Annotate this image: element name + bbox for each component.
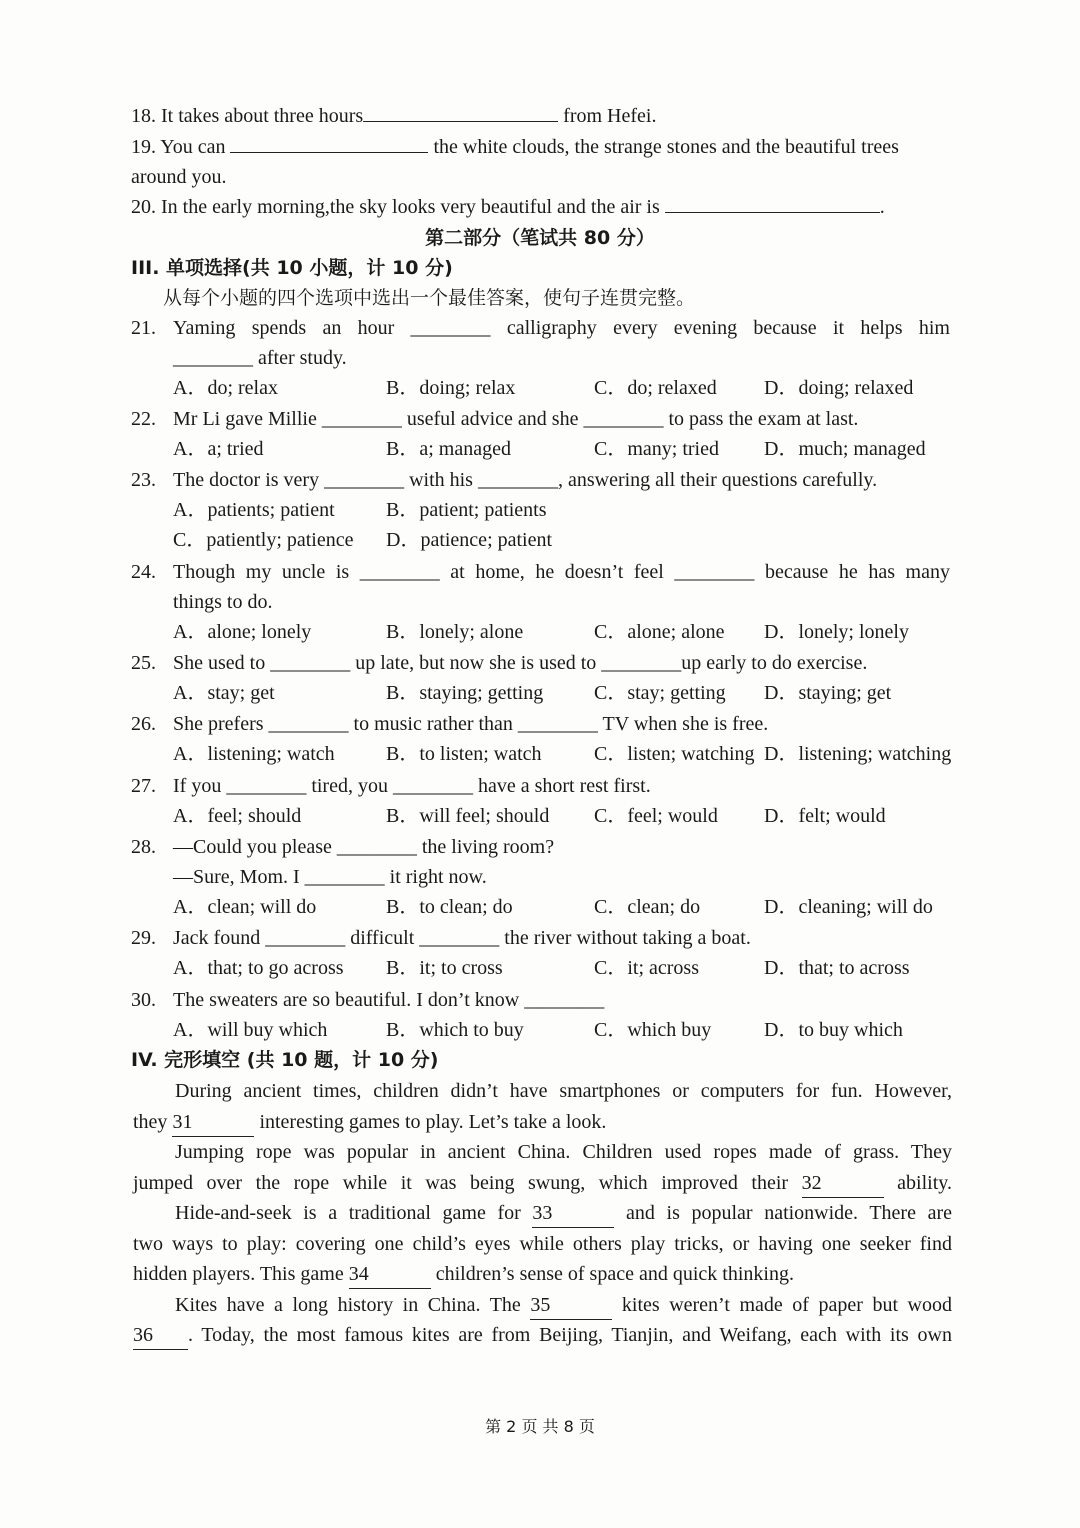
option-c: C．it; across: [594, 957, 699, 979]
question-stem: Jack found ________ difficult ________ the river without taking a boat.: [173, 927, 751, 949]
option-c: C．which buy: [594, 1019, 712, 1041]
passage-line: [175, 1291, 952, 1320]
question-stem: —Could you please ________ the living room?: [173, 836, 555, 858]
option-b: B．to listen; watch: [386, 743, 542, 765]
option-a: A．clean; will do: [173, 896, 317, 918]
answer-blank: [230, 134, 428, 153]
question-19: [131, 133, 899, 161]
passage-text: interesting games to play. Let’s take a look.: [254, 1110, 607, 1133]
passage-text: kites weren’t made of paper but wood: [612, 1293, 952, 1316]
option-d: D．listening; watching: [764, 743, 952, 765]
option-a: A．feel; should: [173, 805, 302, 827]
cloze-blank: 33: [532, 1199, 614, 1228]
question-stem: Yaming spends an hour ________ calligraphy every evening because it helps him: [173, 317, 950, 339]
q-text: from Hefei.: [558, 105, 657, 127]
option-a: A．will buy which: [173, 1019, 328, 1041]
question-number: 26.: [131, 713, 156, 735]
option-c: C．listen; watching: [594, 743, 755, 765]
option-d: D．to buy which: [764, 1019, 903, 1041]
cloze-blank: 34: [349, 1260, 431, 1289]
option-b: B．a; managed: [386, 438, 511, 460]
option-b: B．which to buy: [386, 1019, 524, 1041]
question-number: 21.: [131, 317, 156, 339]
question-stem: Mr Li gave Millie ________ useful advice and she ________ to pass the exam at last.: [173, 408, 859, 430]
passage-line: [133, 1321, 952, 1350]
question-number: 29.: [131, 927, 156, 949]
passage-text: children’s sense of space and quick thinking.: [430, 1263, 794, 1285]
option-b: B．patient; patients: [386, 499, 547, 521]
q-text: You can: [160, 136, 231, 158]
passage-line: During ancient times, children didn’t have smartphones or computers for fun. However,: [175, 1080, 952, 1102]
passage-line: [175, 1199, 952, 1228]
passage-text: and is popular nationwide. There are: [614, 1202, 952, 1224]
option-d: D．much; managed: [764, 438, 926, 460]
passage-line: [133, 1108, 952, 1137]
section-3-title: III. 单项选择(共 10 小题，计 10 分): [131, 257, 453, 279]
option-d: D．that; to across: [764, 957, 910, 979]
question-19-cont: around you.: [131, 166, 227, 188]
option-c: C．do; relaxed: [594, 377, 717, 399]
q-number: 18.: [131, 105, 156, 127]
question-stem: She used to ________ up late, but now she is used to ________up early to do exercise.: [173, 652, 868, 674]
section-3-instruction: 从每个小题的四个选项中选出一个最佳答案，使句子连贯完整。: [163, 287, 696, 309]
option-d: D．doing; relaxed: [764, 377, 914, 399]
question-stem: If you ________ tired, you ________ have a short rest first.: [173, 775, 651, 797]
question-number: 27.: [131, 775, 156, 797]
question-18: [131, 102, 656, 130]
section-4-title: IV. 完形填空 (共 10 题，计 10 分): [131, 1049, 439, 1071]
option-b: B．will feel; should: [386, 805, 550, 827]
question-number: 25.: [131, 652, 156, 674]
q-text: the white clouds, the strange stones and the beautiful trees: [428, 136, 899, 158]
answer-blank: [363, 103, 558, 122]
option-c: C．feel; would: [594, 805, 718, 827]
option-a: A．that; to go across: [173, 957, 344, 979]
passage-text: ability.: [883, 1171, 952, 1194]
question-number: 23.: [131, 469, 156, 491]
option-a: A．stay; get: [173, 682, 275, 704]
option-d: D．patience; patient: [386, 529, 553, 551]
question-number: 24.: [131, 561, 156, 583]
option-c: C．clean; do: [594, 896, 701, 918]
option-c: C．stay; getting: [594, 682, 726, 704]
passage-text: Hide-and-seek is a traditional game for: [175, 1202, 533, 1224]
option-a: A．do; relax: [173, 377, 278, 399]
option-c: C．many; tried: [594, 438, 719, 460]
question-20: [131, 193, 885, 221]
option-b: B．doing; relax: [386, 377, 516, 399]
option-a: A．alone; lonely: [173, 621, 312, 643]
q-number: 20.: [131, 196, 156, 218]
q-text: In the early morning,the sky looks very beautiful and the air is: [161, 196, 665, 218]
passage-line: [133, 1260, 952, 1289]
option-a: A．patients; patient: [173, 499, 335, 521]
question-stem-cont: ________ after study.: [173, 347, 347, 369]
passage-line: [133, 1169, 952, 1198]
passage-text: jumped over the rope while it was being swung, which improved their: [133, 1171, 802, 1194]
option-b: B．to clean; do: [386, 896, 513, 918]
q-text: It takes about three hours: [161, 105, 364, 127]
option-d: D．staying; get: [764, 682, 892, 704]
cloze-blank: 36: [133, 1321, 188, 1350]
option-c: C．patiently; patience: [173, 529, 354, 551]
question-stem-cont: —Sure, Mom. I ________ it right now.: [173, 866, 487, 888]
option-a: A．a; tried: [173, 438, 264, 460]
question-stem: Though my uncle is ________ at home, he doesn’t feel ________ because he has many: [173, 561, 950, 583]
option-b: B．staying; getting: [386, 682, 544, 704]
cloze-blank: 35: [530, 1291, 612, 1320]
answer-blank: [665, 194, 880, 213]
question-number: 22.: [131, 408, 156, 430]
passage-line: Jumping rope was popular in ancient China. Children used ropes made of grass. They: [175, 1141, 952, 1163]
passage-text: they: [133, 1110, 173, 1133]
cloze-blank: 32: [802, 1169, 884, 1198]
passage-text: . Today, the most famous kites are from Beijing, Tianjin, and Weifang, each with its own: [188, 1324, 952, 1346]
option-d: D．lonely; lonely: [764, 621, 909, 643]
question-stem: The sweaters are so beautiful. I don’t know ________: [173, 989, 605, 1011]
question-stem-cont: things to do.: [173, 591, 273, 613]
q-number: 19.: [131, 136, 156, 158]
passage-text: hidden players. This game: [133, 1263, 349, 1285]
option-a: A．listening; watch: [173, 743, 335, 765]
passage-text: Kites have a long history in China. The: [175, 1293, 531, 1316]
page-footer: 第 2 页 共 8 页: [485, 1417, 595, 1436]
q-text: .: [879, 196, 885, 218]
option-b: B．it; to cross: [386, 957, 503, 979]
option-c: C．alone; alone: [594, 621, 725, 643]
passage-line: two ways to play: covering one child’s eyes while others play tricks, or having one seeker find: [133, 1232, 952, 1255]
question-number: 28.: [131, 836, 156, 858]
cloze-blank: 31: [172, 1108, 254, 1137]
option-d: D．cleaning; will do: [764, 896, 933, 918]
option-b: B．lonely; alone: [386, 621, 524, 643]
question-number: 30.: [131, 989, 156, 1011]
question-stem: The doctor is very ________ with his ________, answering all their questions carefully.: [173, 469, 878, 491]
question-stem: She prefers ________ to music rather than ________ TV when she is free.: [173, 713, 769, 735]
option-d: D．felt; would: [764, 805, 886, 827]
part-title: 第二部分（笔试共 80 分）: [425, 227, 655, 249]
